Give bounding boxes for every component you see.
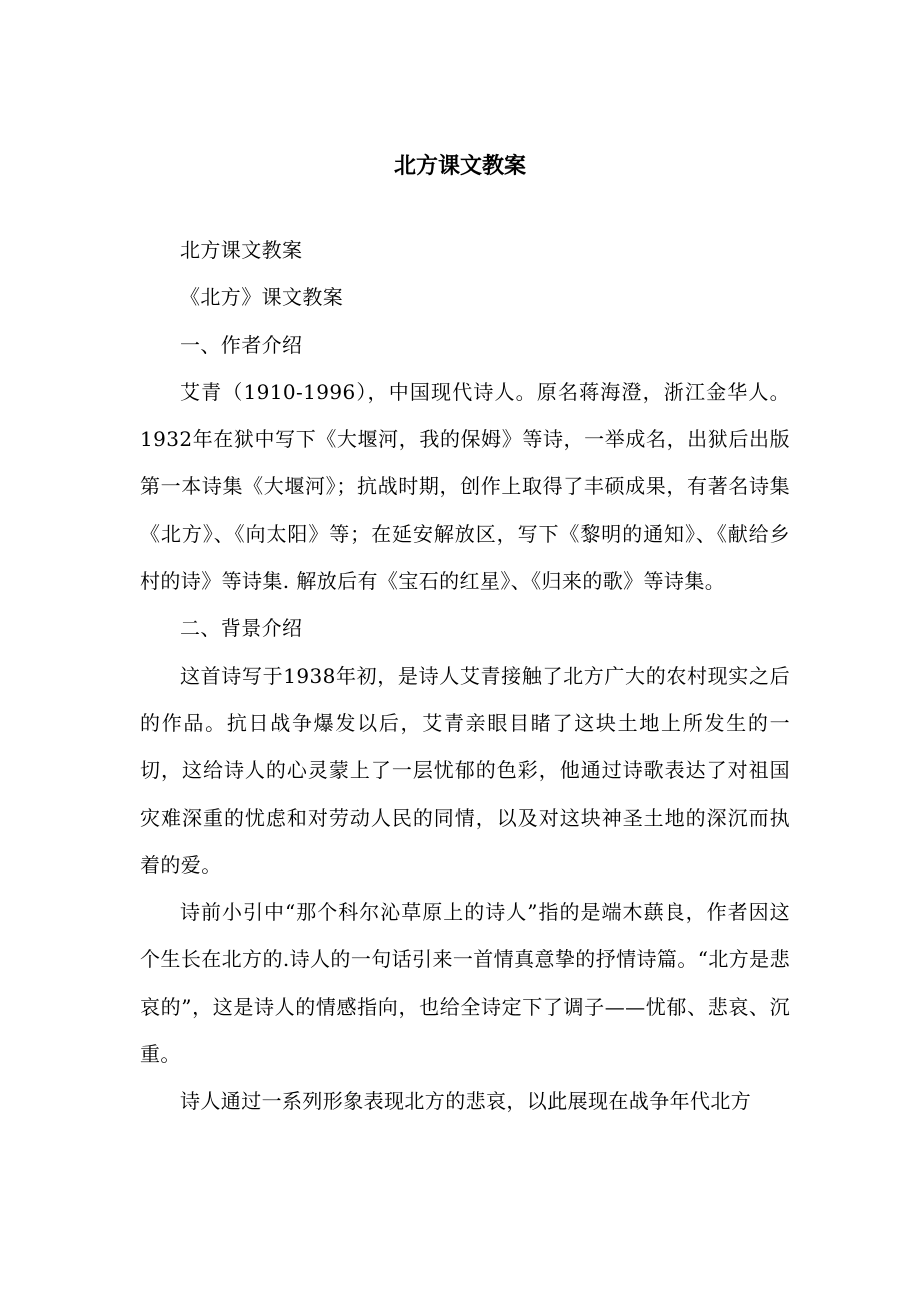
paragraph-subtitle: 《北方》课文教案 xyxy=(180,285,344,310)
paragraph-imagery: 诗人通过一系列形象表现北方的悲哀，以此展现在战争年代北方 xyxy=(180,1089,752,1114)
document-body xyxy=(140,227,790,1126)
paragraph-heading: 北方课文教案 xyxy=(180,238,303,262)
paragraph-preface: 诗前小引中“那个科尔沁草原上的诗人”指的是端木蕻良，作者因这个生长在北方的.诗人的一句话引来一首情真意挚的抒情诗篇。“北方是悲哀的”，这是诗人的情感指向，也给全诗定下了调子——忧郁、悲哀、沉重。 xyxy=(140,900,790,1067)
paragraph-author-intro: 艾青（1910-1996），中国现代诗人。原名蒋海澄，浙江金华人。1932年在狱中写下《大堰河，我的保姆》等诗，一举成名，出狱后出版第一本诗集《大堰河》；抗战时期，创作上取得了丰硕成果，有著名诗集《北方》、《向太阳》等；在延安解放区，写下《黎明的通知》、《献给乡村的诗》等诗集. 解放后有《宝石的红星》、《归来的歌》等诗集。 xyxy=(140,379,790,594)
section-heading-background: 二、背景介绍 xyxy=(180,616,303,641)
document-title: 北方课文教案 xyxy=(393,154,526,179)
section-heading-author: 一、作者介绍 xyxy=(180,332,303,357)
paragraph-background: 这首诗写于1938年初，是诗人艾青接触了北方广大的农村现实之后的作品。抗日战争爆发以后，艾青亲眼目睹了这块土地上所发生的一切，这给诗人的心灵蒙上了一层忧郁的色彩，他通过诗歌表达了对祖国灾难深重的忧虑和对劳动人民的同情，以及对这块神圣土地的深沉而执着的爱。 xyxy=(140,663,790,877)
